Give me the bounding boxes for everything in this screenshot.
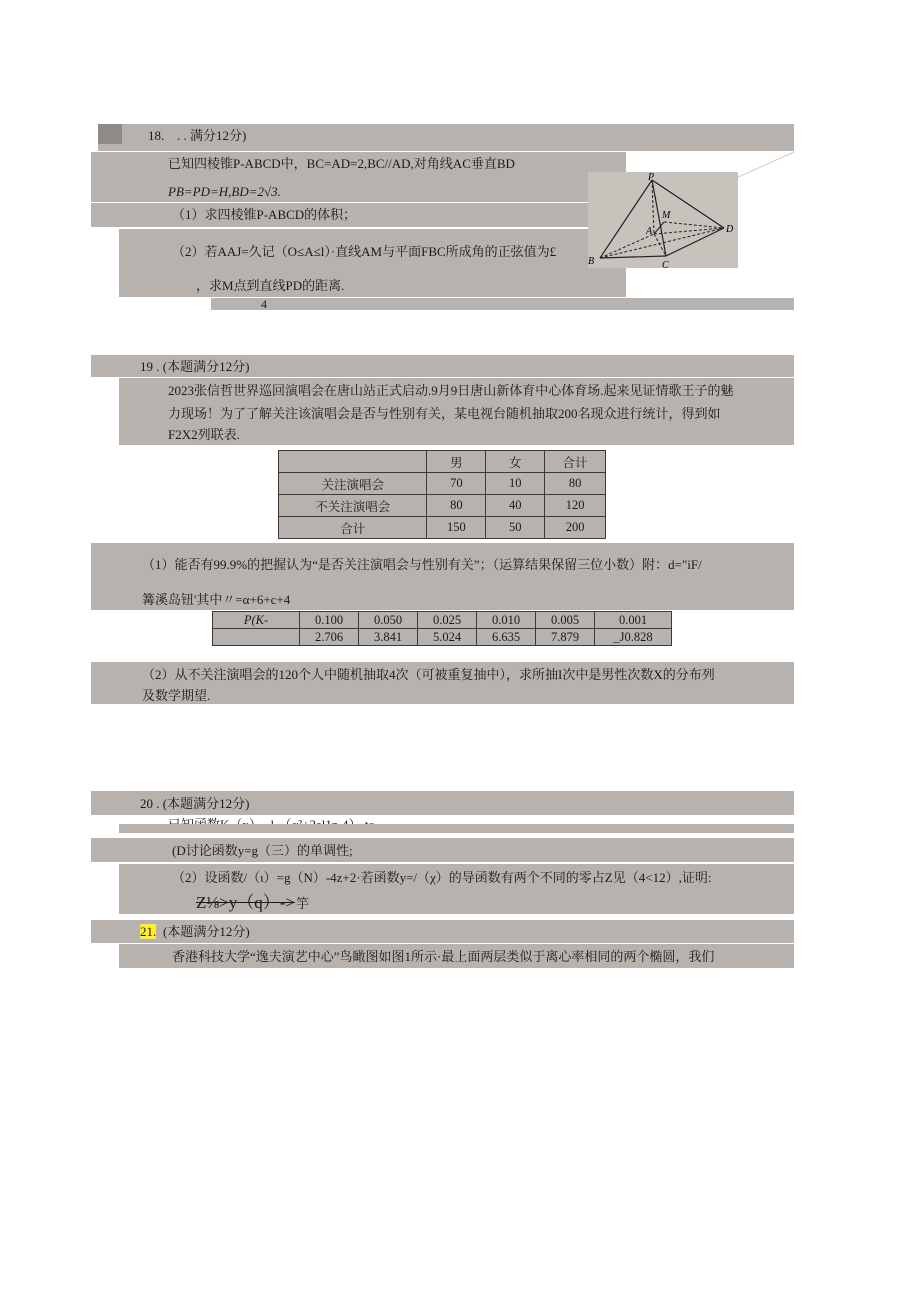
q19-header: 19 . (本题满分12分) [140,359,250,374]
table-cell: 3.841 [359,629,418,646]
pyramid-figure [588,172,738,268]
critical-value-table [212,611,672,646]
table-cell: 0.100 [300,612,359,629]
q20-formula-tail: 竽 [296,896,310,911]
table-cell: 不关注演唱会 [279,495,427,517]
table-cell: 80 [545,473,606,495]
table-cell [279,451,427,473]
table-cell: 2.706 [300,629,359,646]
label-m: M [662,210,671,221]
q20-part1: (D讨论函数y=g（三）的单调性; [172,843,353,858]
q18-footer-band [211,298,794,310]
table-cell: 10 [486,473,545,495]
table-cell: 50 [486,517,545,539]
table-cell: 80 [427,495,486,517]
table-cell: _J0.828 [595,629,672,646]
q20-formula: Z⅛>y（q）-> [196,893,295,912]
q18-number: 18. [148,128,165,143]
pyramid-diagram [588,172,738,268]
q21-header: (本题满分12分) [163,924,250,939]
table-cell: 200 [545,517,606,539]
q18-part2: （2）若AAJ=久记（O≤A≤l）·直线AM与平面FBC所成角的正弦值为£ [172,244,557,259]
table-cell: 0.010 [477,612,536,629]
table-row [279,473,606,495]
q18-line1: 已知四棱锥P-ABCD中，BC=AD=2,BC//AD,对角线AC垂直BD [168,156,515,171]
table-cell: 120 [545,495,606,517]
table-row [279,517,606,539]
q21-number [140,924,156,940]
q19-part1: （1）能否有99.9%的把握认为“是否关注演唱会与性别有关”；（运算结果保留三位小数）附：d="iF/ [142,557,702,572]
q19-formula: 篝溪岛钮'其中〃=α+6+c+4 [142,592,291,607]
table-cell [213,629,300,646]
q20-part2: （2）设函数/（ι）=g（N）-4z+2·若函数y=/（χ）的导函数有两个不同的零占Z见（4<12）,证明: [172,870,712,885]
table-header-female: 女 [486,451,545,473]
label-a: A [646,226,653,237]
q21-line1: 香港科技大学“逸夫演艺中心”鸟瞰图如图1所示·最上面两层类似于离心率相同的两个椭圆，我们 [172,949,715,964]
q19-part2b: 及数学期望. [142,688,211,703]
table-header-total: 合计 [545,451,606,473]
q20-thin-band [119,824,794,833]
q19-line3: F2X2列联表. [168,427,240,442]
q18-fraction-denominator: 4 [261,297,267,311]
table-header-male: 男 [427,451,486,473]
table-cell: 0.025 [418,612,477,629]
table-cell: 40 [486,495,545,517]
q19-line2: 力现场！为了了解关注该演唱会是否与性别有关，某电视台随机抽取200名现众进行统计，得到如 [168,406,721,421]
label-d: D [726,224,734,235]
table-cell: 5.024 [418,629,477,646]
label-p: P [648,172,655,183]
q18-corner-line [736,150,796,180]
q18-line2: PB=PD=H,BD=2√3. [168,184,281,199]
table-row [213,612,672,629]
table-cell: 合计 [279,517,427,539]
table-cell: 0.005 [536,612,595,629]
table-row [213,629,672,646]
q18-header-notch [98,124,122,144]
q19-line1: 2023张信哲世界巡回演唱会在唐山站正式启动.9月9日唐山新体育中心体育场.起来见证情歌王子的魅 [168,383,734,398]
table-cell: 70 [427,473,486,495]
table-cell: 关注演唱会 [279,473,427,495]
table-cell: 150 [427,517,486,539]
table-cell: 0.050 [359,612,418,629]
q18-part1: （1）求四棱锥P-ABCD的体积； [172,207,357,222]
q21-number-highlight: 21. [140,924,157,939]
table-cell: 6.635 [477,629,536,646]
q18-header: . . 满分12分) [177,128,247,143]
label-c: C [662,260,669,268]
q20-header: 20 . (本题满分12分) [140,796,250,811]
table-cell: 7.879 [536,629,595,646]
table-row [279,495,606,517]
label-b: B [588,256,595,267]
table-cell: P(K- [213,612,300,629]
contingency-table [278,450,606,539]
table-cell: 0.001 [595,612,672,629]
q18-part2b: ，求M点到直线PD的距离. [196,278,345,293]
table-row [279,451,606,473]
q19-part2: （2）从不关注演唱会的120个人中随机抽取4次（可被重复抽中），求所抽I次中是男性次数X的分布列 [142,667,715,682]
